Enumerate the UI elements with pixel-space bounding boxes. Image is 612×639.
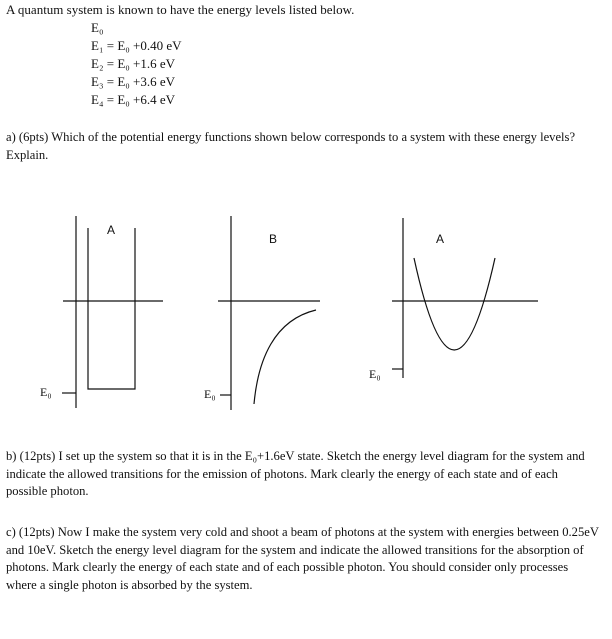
level-label: E₃ <box>91 74 104 89</box>
harmonic-parabola <box>414 258 495 350</box>
question-part-a: a) (6pts) Which of the potential energy functions shown below corresponds to a system with these energy levels? Explain. <box>6 130 576 162</box>
coulomb-curve <box>254 310 316 404</box>
intro-text: A quantum system is known to have the energy levels listed below. <box>6 2 355 17</box>
question-part-b: b) (12pts) I set up the system so that it is in the E₀+1.6eV state. Sketch the energy level diagram for the system and indicate the allowed transitions for the emission of photons. Mark clearly the energy of each state and of each possible photon. <box>6 449 585 498</box>
level-expr: = E₀ +0.40 eV <box>106 38 182 53</box>
level-label: E₀ <box>91 20 104 35</box>
plot-1-e0-label: E₀ <box>40 385 52 399</box>
level-expr: = E₀ +1.6 eV <box>106 56 176 71</box>
square-well <box>88 228 135 389</box>
level-expr: = E₀ +3.6 eV <box>106 74 176 89</box>
plot-2-e0-label: E₀ <box>204 387 216 401</box>
level-expr: = E₀ +6.4 eV <box>106 92 176 107</box>
plot-3-label: A <box>436 232 445 246</box>
potential-plot-3 <box>392 218 538 378</box>
plot-2-label: B <box>269 232 278 246</box>
level-label: E₁ <box>91 38 104 53</box>
question-part-c: c) (12pts) Now I make the system very cold and shoot a beam of photons at the system with energies between 0.25eV and 10eV. Sketch the energy level diagram for the system and indicate the allowed transitions for the absorption of photons. Mark clearly the energy of each state and of each possible photon. You should consider only processes where a single photon is absorbed by the system. <box>6 525 599 592</box>
plot-1-label: A <box>107 223 116 237</box>
level-label: E₄ <box>91 92 104 107</box>
plot-3-e0-label: E₀ <box>369 367 381 381</box>
level-label: E₂ <box>91 56 104 71</box>
potential-plot-1 <box>62 216 163 408</box>
